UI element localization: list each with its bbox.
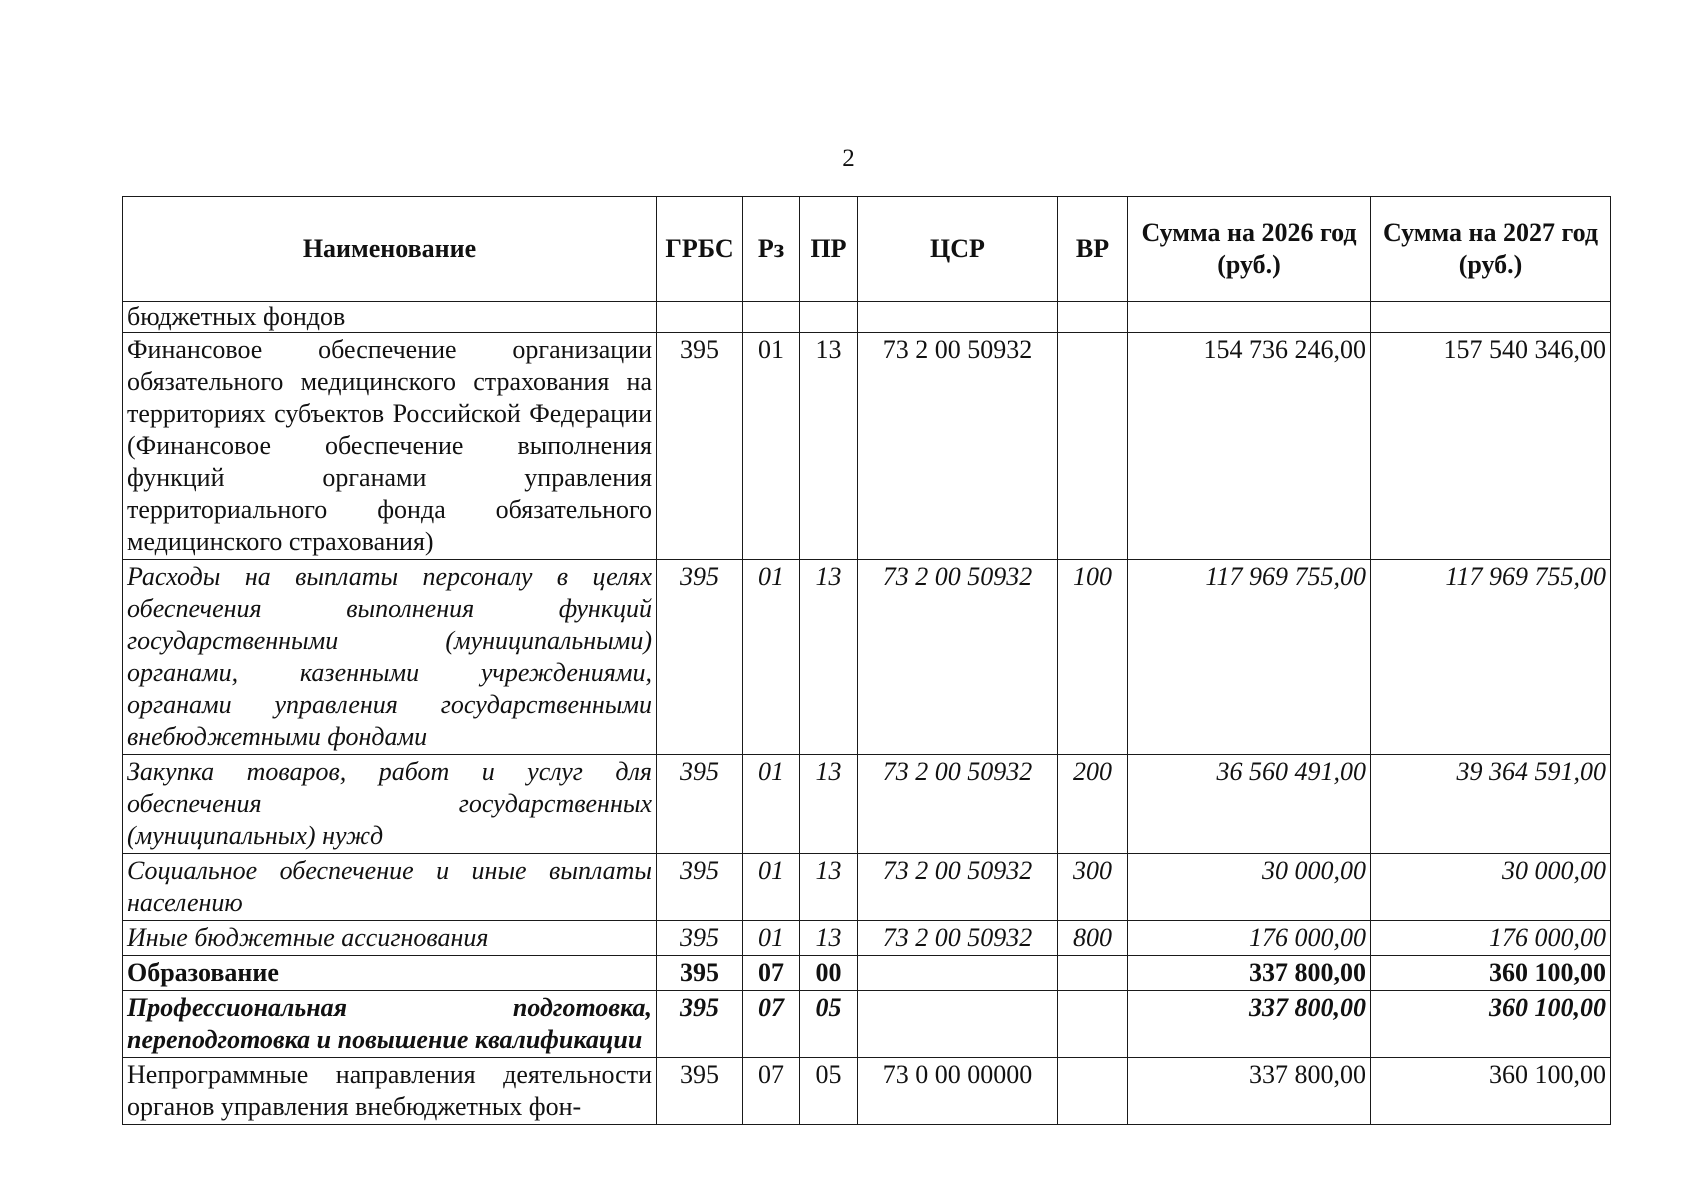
cell-pr: 13 bbox=[800, 854, 858, 921]
budget-table bbox=[122, 196, 1611, 1125]
cell-grbs: 395 bbox=[657, 560, 743, 755]
cell-pr: 13 bbox=[800, 921, 858, 956]
cell-rz bbox=[743, 302, 800, 333]
cell-sum-2027: 157 540 346,00 bbox=[1371, 333, 1611, 560]
table-row bbox=[123, 1058, 1611, 1125]
cell-sum-2026: 154 736 246,00 bbox=[1128, 333, 1371, 560]
cell-sum-2027: 360 100,00 bbox=[1371, 956, 1611, 991]
cell-pr: 13 bbox=[800, 333, 858, 560]
table-row bbox=[123, 755, 1611, 854]
cell-vr bbox=[1058, 333, 1128, 560]
cell-sum-2026: 117 969 755,00 bbox=[1128, 560, 1371, 755]
cell-sum-2026: 36 560 491,00 bbox=[1128, 755, 1371, 854]
cell-sum-2027: 39 364 591,00 bbox=[1371, 755, 1611, 854]
cell-rz: 07 bbox=[743, 991, 800, 1058]
header-vr: ВР bbox=[1058, 197, 1128, 302]
table-row bbox=[123, 333, 1611, 560]
cell-sum-2027: 117 969 755,00 bbox=[1371, 560, 1611, 755]
table-row bbox=[123, 921, 1611, 956]
cell-sum-2026 bbox=[1128, 302, 1371, 333]
cell-pr bbox=[800, 302, 858, 333]
table-row bbox=[123, 991, 1611, 1058]
cell-grbs: 395 bbox=[657, 956, 743, 991]
cell-name: Закупка товаров, работ и услуг для обеспечения государственных (муниципальных) нужд bbox=[123, 755, 657, 854]
cell-pr: 13 bbox=[800, 755, 858, 854]
cell-csr: 73 2 00 50932 bbox=[858, 854, 1058, 921]
cell-vr: 800 bbox=[1058, 921, 1128, 956]
cell-pr: 13 bbox=[800, 560, 858, 755]
cell-rz: 01 bbox=[743, 333, 800, 560]
table-header-row bbox=[123, 197, 1611, 302]
cell-csr bbox=[858, 302, 1058, 333]
cell-csr: 73 2 00 50932 bbox=[858, 755, 1058, 854]
cell-sum-2026: 30 000,00 bbox=[1128, 854, 1371, 921]
cell-rz: 01 bbox=[743, 560, 800, 755]
cell-grbs: 395 bbox=[657, 991, 743, 1058]
cell-rz: 01 bbox=[743, 755, 800, 854]
cell-name: Образование bbox=[123, 956, 657, 991]
header-sum-2027: Сумма на 2027 год (руб.) bbox=[1371, 197, 1611, 302]
cell-sum-2027: 360 100,00 bbox=[1371, 1058, 1611, 1125]
cell-sum-2027 bbox=[1371, 302, 1611, 333]
cell-sum-2026: 337 800,00 bbox=[1128, 991, 1371, 1058]
header-csr: ЦСР bbox=[858, 197, 1058, 302]
cell-sum-2026: 337 800,00 bbox=[1128, 1058, 1371, 1125]
cell-name: Расходы на выплаты персоналу в целях обеспечения выполнения функций государственными (муниципальными) органами, казенными учреждениями, органами управления государственными внебюджетными фондами bbox=[123, 560, 657, 755]
cell-csr bbox=[858, 991, 1058, 1058]
cell-vr: 300 bbox=[1058, 854, 1128, 921]
header-name: Наименование bbox=[123, 197, 657, 302]
cell-name: Профессиональная подготовка, переподготовка и повышение квалификации bbox=[123, 991, 657, 1058]
header-grbs: ГРБС bbox=[657, 197, 743, 302]
cell-csr: 73 2 00 50932 bbox=[858, 921, 1058, 956]
cell-name: бюджетных фондов bbox=[123, 302, 657, 333]
cell-sum-2027: 176 000,00 bbox=[1371, 921, 1611, 956]
cell-name: Социальное обеспечение и иные выплаты населению bbox=[123, 854, 657, 921]
cell-grbs: 395 bbox=[657, 755, 743, 854]
table-row bbox=[123, 560, 1611, 755]
cell-vr bbox=[1058, 956, 1128, 991]
cell-vr: 200 bbox=[1058, 755, 1128, 854]
cell-grbs: 395 bbox=[657, 854, 743, 921]
page-number: 2 bbox=[842, 145, 855, 172]
cell-sum-2026: 176 000,00 bbox=[1128, 921, 1371, 956]
cell-sum-2027: 30 000,00 bbox=[1371, 854, 1611, 921]
table-row bbox=[123, 956, 1611, 991]
cell-vr: 100 bbox=[1058, 560, 1128, 755]
cell-sum-2027: 360 100,00 bbox=[1371, 991, 1611, 1058]
header-pr: ПР bbox=[800, 197, 858, 302]
cell-rz: 07 bbox=[743, 1058, 800, 1125]
cell-csr bbox=[858, 956, 1058, 991]
cell-grbs: 395 bbox=[657, 1058, 743, 1125]
table-row bbox=[123, 854, 1611, 921]
cell-pr: 05 bbox=[800, 991, 858, 1058]
cell-sum-2026: 337 800,00 bbox=[1128, 956, 1371, 991]
cell-rz: 07 bbox=[743, 956, 800, 991]
cell-grbs: 395 bbox=[657, 921, 743, 956]
table-row bbox=[123, 302, 1611, 333]
cell-rz: 01 bbox=[743, 854, 800, 921]
cell-vr bbox=[1058, 1058, 1128, 1125]
cell-pr: 05 bbox=[800, 1058, 858, 1125]
cell-name: Финансовое обеспечение организации обязательного медицинского страхования на территориях субъектов Российской Федерации (Финансовое обеспечение выполнения функций органами управления территориального фонда обязательного медицинского страхования) bbox=[123, 333, 657, 560]
cell-grbs: 395 bbox=[657, 333, 743, 560]
cell-rz: 01 bbox=[743, 921, 800, 956]
cell-csr: 73 2 00 50932 bbox=[858, 333, 1058, 560]
cell-csr: 73 0 00 00000 bbox=[858, 1058, 1058, 1125]
cell-name: Непрограммные направления деятельности органов управления внебюджетных фон- bbox=[123, 1058, 657, 1125]
cell-csr: 73 2 00 50932 bbox=[858, 560, 1058, 755]
header-rz: Рз bbox=[743, 197, 800, 302]
header-sum-2026: Сумма на 2026 год (руб.) bbox=[1128, 197, 1371, 302]
cell-name: Иные бюджетные ассигнования bbox=[123, 921, 657, 956]
cell-grbs bbox=[657, 302, 743, 333]
cell-vr bbox=[1058, 991, 1128, 1058]
cell-vr bbox=[1058, 302, 1128, 333]
cell-pr: 00 bbox=[800, 956, 858, 991]
